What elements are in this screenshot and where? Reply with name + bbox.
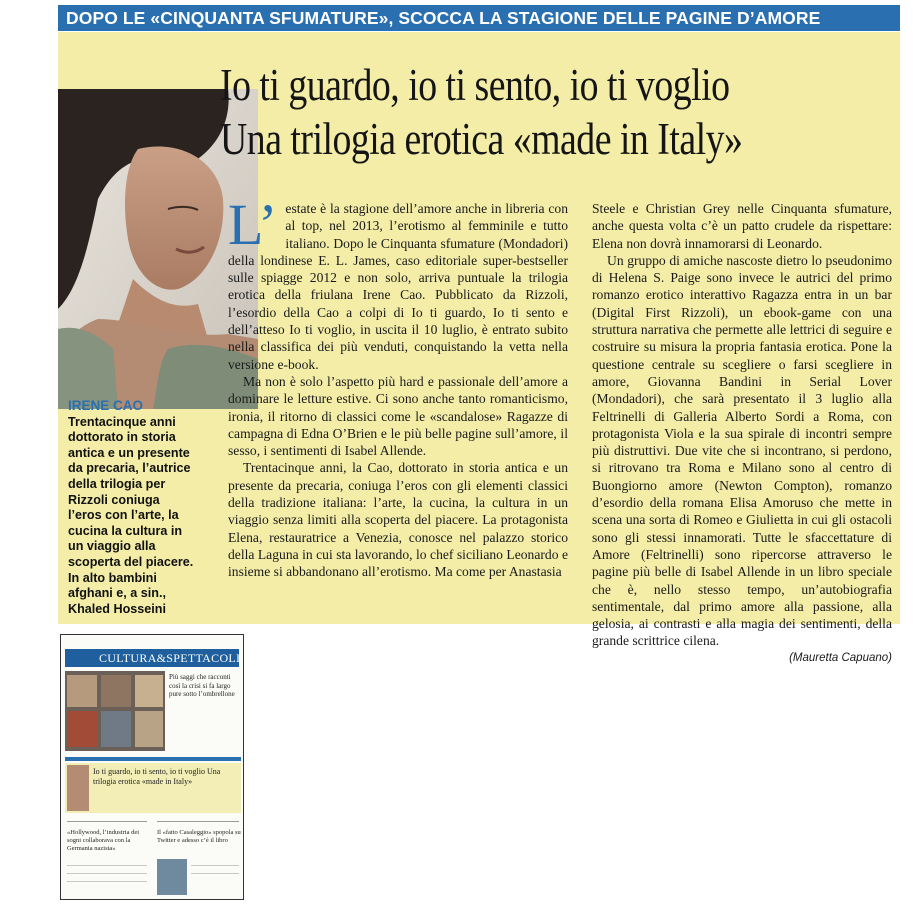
- thumb-rule: [67, 881, 147, 882]
- photo-caption: [68, 398, 196, 617]
- thumb-banner: [65, 757, 241, 761]
- paragraph: Trentacinque anni, la Cao, dottorato in storia antica e un presente da precaria, coniuga l’eros con gli elementi classici della tradizione italiana: l’arte, la cucina, la cultura in un viaggio senza limiti alla scoperta del piacere. La protagonista Elena, restauratrice a Venezia, conosce nel palazzo storico della Laguna in cui sta lavorando, lo chef siciliano Leonardo e insieme si abbandonano all’erotismo. Ma come per Anastasia: [228, 460, 568, 580]
- paragraph: [228, 192, 568, 373]
- thumb-rule: [191, 873, 239, 874]
- article-column-1: [228, 192, 568, 581]
- thumb-rule: [67, 821, 147, 822]
- thumb-photo: [101, 675, 131, 707]
- caption-name: IRENE CAO: [68, 398, 144, 413]
- paragraph-text: estate è la stagione dell’amore anche in libreria con al top, nel 2013, l’erotismo al femminile e tutto italiano. Dopo le Cinquanta sfumature (Mondadori) della londinese E. L. James, caso editoriale super-bestseller sulle spiagge 2012 e non solo, arriva puntuale la trilogia erotica della friulana Irene Cao. Pubblicato da Rizzoli, l’esordio della Cao a colpi di Io ti guardo, Io ti sento e dell’atteso Io ti voglio, in uscita il 10 luglio, è entrato subito nella classifica dei più venduti, conquistando la vetta nella versione e-book.: [228, 201, 568, 372]
- thumb-rule: [157, 821, 239, 822]
- thumb-rule: [67, 865, 147, 866]
- thumb-photo: [135, 675, 163, 707]
- headline-line-2: Una trilogia erotica «made in Italy»: [220, 114, 743, 164]
- byline: (Mauretta Capuano): [789, 651, 892, 664]
- thumb-rule: [67, 873, 147, 874]
- thumb-bottom-left: «Hollywood, l’industria dei sogni collaborava con la Germania nazista»: [67, 829, 140, 852]
- thumb-photo: [157, 859, 187, 895]
- thumb-headline: Io ti guardo, io ti sento, io ti voglio Una trilogia erotica «made in Italy»: [93, 767, 221, 786]
- paragraph: Steele e Christian Grey nelle Cinquanta sfumature, anche questa volta c’è un patto crudele da rispettare: Elena non dovrà innamorarsi di Leonardo.: [592, 201, 892, 251]
- kicker-banner: DOPO LE «CINQUANTA SFUMATURE», SCOCCA LA STAGIONE DELLE PAGINE D’AMORE: [58, 5, 900, 31]
- thumb-photo: [67, 675, 97, 707]
- caption-text: Trentacinque anni dottorato in storia antica e un presente da precaria, l’autrice della trilogia per Rizzoli coniuga l’eros con l’arte, la cucina la cultura in un viaggio alla scoperta del piacere. In alto bambini afghani e, a sin., Khaled Hosseini: [68, 414, 194, 616]
- thumb-photo: [135, 711, 163, 747]
- page-thumbnail: [60, 634, 244, 900]
- thumb-bottom-right: Il «fatto Casaleggio» spopola su Twitter e adesso c’è il libro: [157, 829, 241, 844]
- headline: [220, 58, 791, 166]
- drop-cap: L’: [228, 192, 278, 257]
- thumb-photo: [101, 711, 131, 747]
- headline-line-1: Io ti guardo, io ti sento, io ti voglio: [220, 60, 730, 110]
- article-column-2: [592, 200, 892, 667]
- thumb-photo: [67, 711, 97, 747]
- thumb-rule: [191, 865, 239, 866]
- paragraph: Ma non è solo l’aspetto più hard e passionale dell’amore a dominare le letture estive. Ci sono anche tanto romanticismo, ironia, il ritorno di classici come le «scandalose» Ragazze di campagna di Edna O’Brien e le più belle pagine sull’amore, il sesso, i sentimenti di Isabel Allende.: [228, 373, 568, 459]
- thumb-teaser: Più saggi che racconti così la crisi si fa largo pure sotto l’ombrellone: [169, 673, 235, 698]
- paragraph: Un gruppo di amiche nascoste dietro lo pseudonimo di Helena S. Paige sono invece le autrici del primo romanzo erotico interattivo Ragazza entra in un bar (Digital First Rizzoli), un ebook-game con una struttura narrativa che permette alle lettrici di seguire e costruire su misura la propria fantasia erotica. Pone la questione centrale su scegliere o farsi scegliere in amore, Giovanna Bandini in Serial Lover (Mondadori), che sarà presentato il 3 luglio alla Feltrinelli di Galleria Alberto Sordi a Roma, con protagonista Viola e la sua spirale di incontri sempre più distruttivi. Due vite che si incontrano, si perdono, si ritrovano tra Roma e Milano sono al centro di Buongiorno amore (Newton Compton), romanzo d’esordio della romana Elisa Amoruso che mette in scena una sorta di Romeo e Giulietta in cui gli ostacoli sono gli stessi innamorati. Tutte le sfaccettature di Amore (Feltrinelli) sono ripercorse attraverso le pagine più belle di Isabel Allende in un libro speciale che è, nello stesso tempo, un’autobiografia sentimentale, dal primo amore alla passione, alla gelosia, ai contrasti e alla magia dei sentimenti, della grande scrittrice cilena.: [592, 252, 892, 649]
- thumb-author-photo: [67, 765, 89, 811]
- thumb-section-title: CULTURA&SPETTACOLI: [99, 651, 241, 665]
